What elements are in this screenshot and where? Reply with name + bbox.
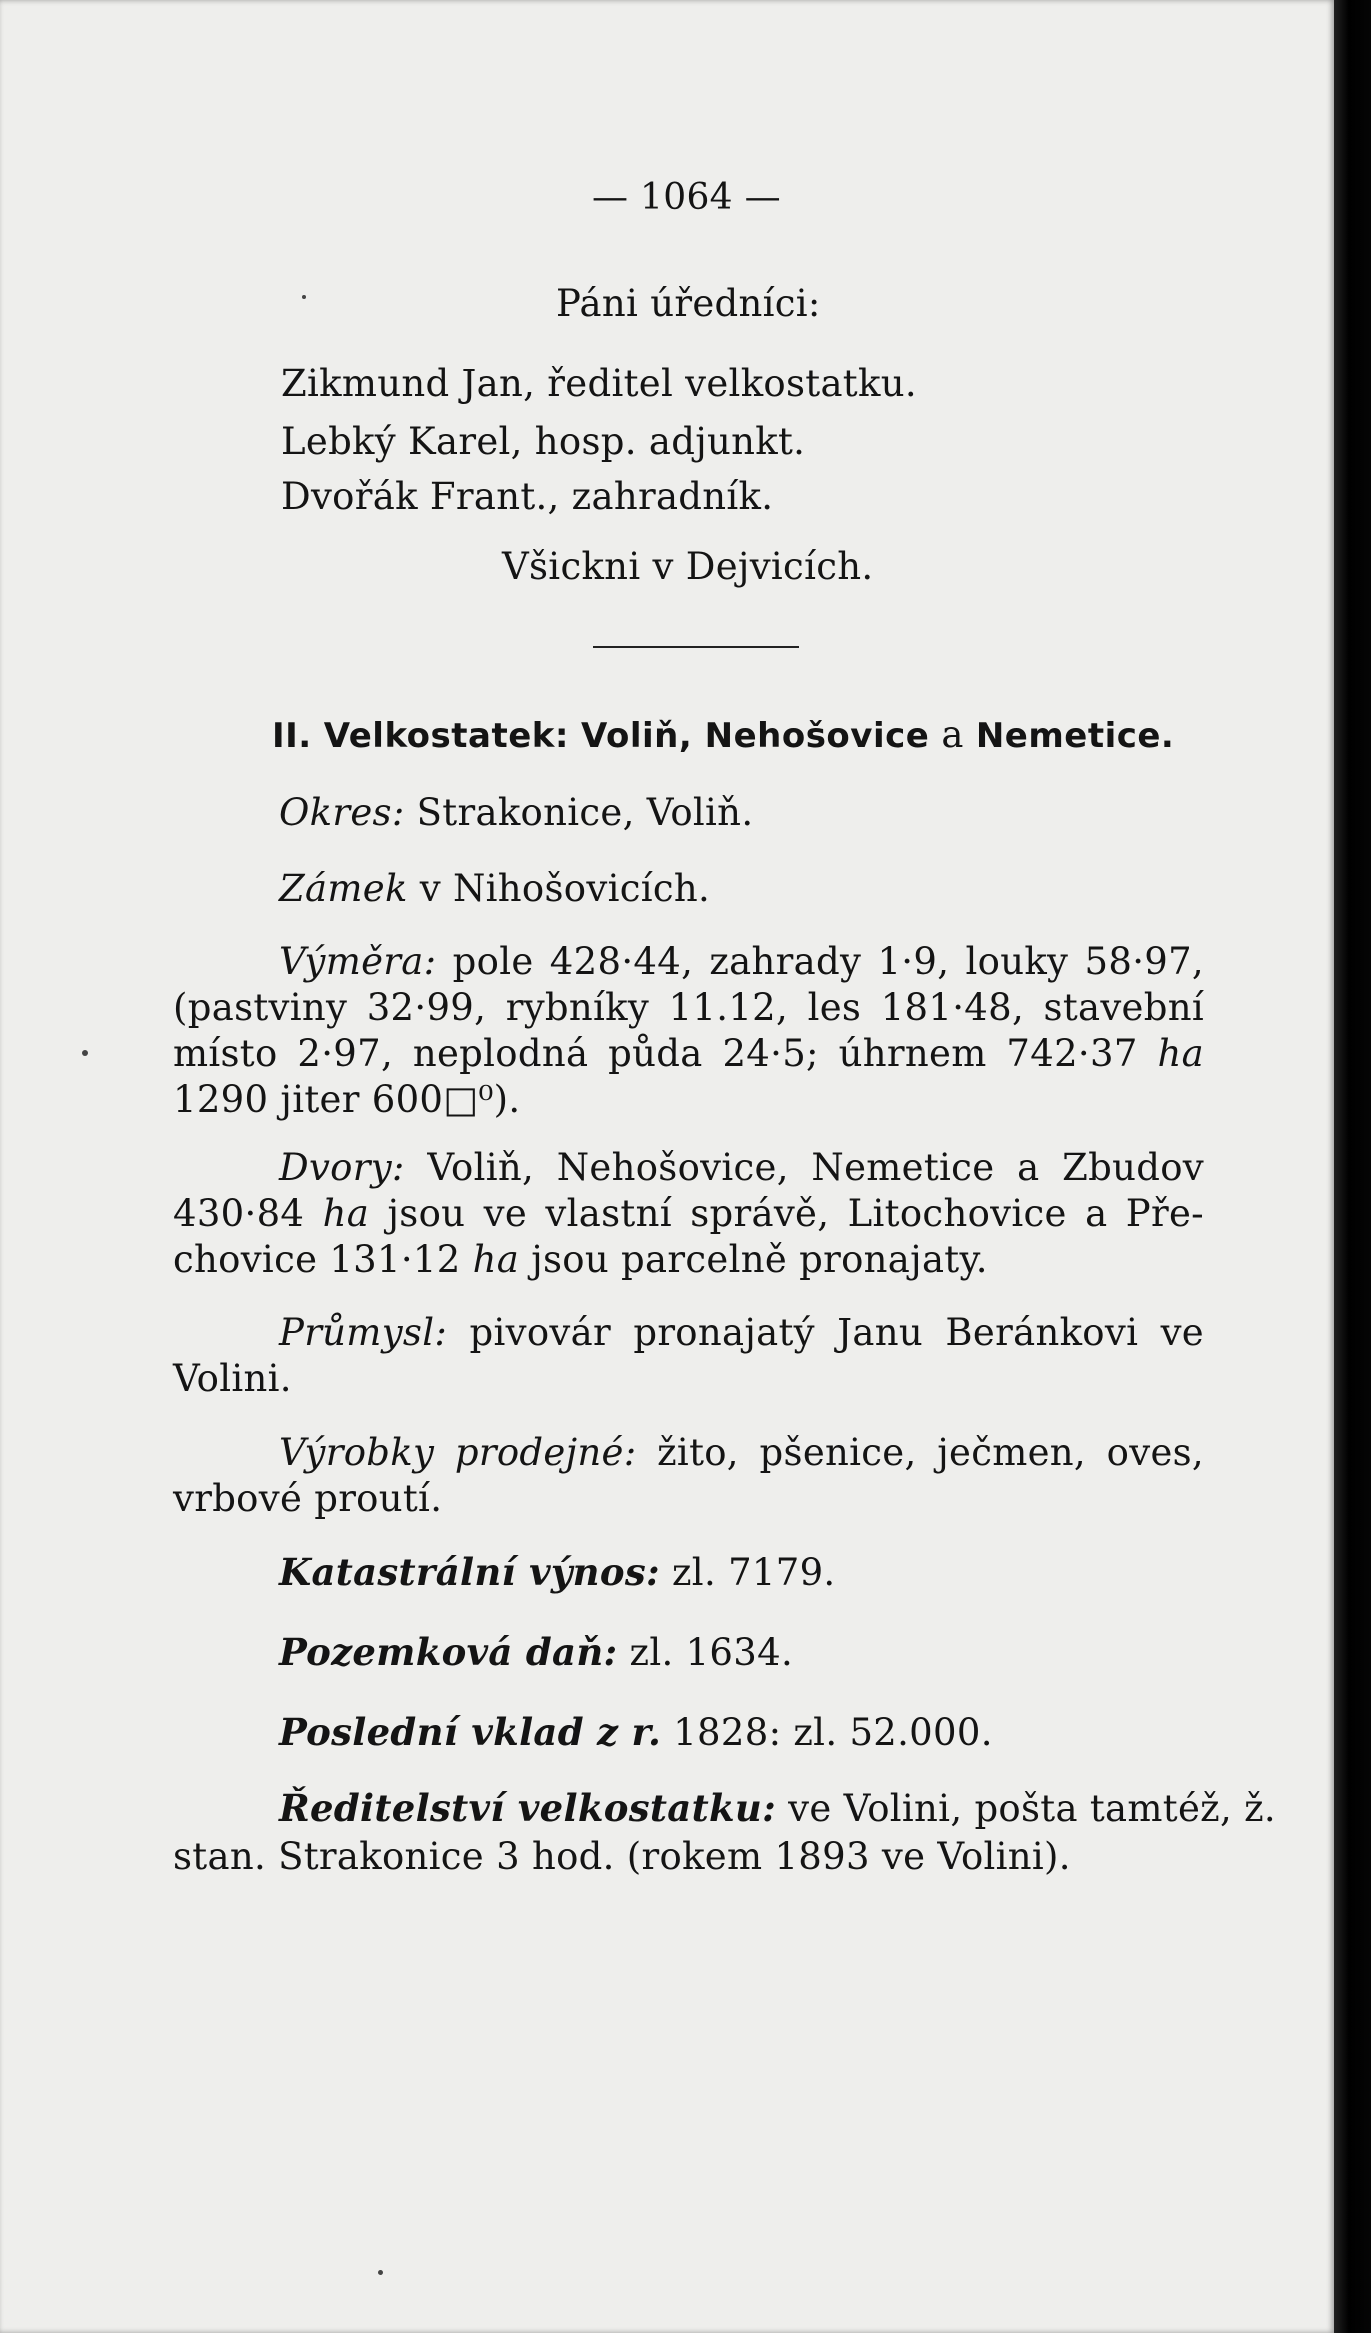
prumysl-line-2: Volini. — [173, 1357, 292, 1400]
reditelstvi-line-2: stan. Strakonice 3 hod. (rokem 1893 ve Volini). — [173, 1835, 1071, 1878]
katastr-value: zl. 7179. — [672, 1551, 836, 1594]
reditelstvi-text-1: ve Volini, pošta tamtéž, ž. — [788, 1787, 1276, 1830]
dvory-unit-2: ha — [322, 1192, 370, 1235]
dvory-line-1 — [279, 1146, 1204, 1189]
officials-heading: Páni úředníci: — [556, 282, 821, 325]
estate-number: II. — [272, 716, 312, 756]
vyrobky-label: Výrobky prodejné: — [279, 1431, 637, 1474]
dvory-label: Dvory: — [279, 1146, 405, 1189]
zamek-value: v Nihošovicích. — [419, 867, 711, 910]
zamek-line — [279, 867, 711, 910]
vymera-text-1: pole 428·44, zahrady 1·9, louky 58·97, — [452, 940, 1204, 983]
scan-speck — [302, 295, 306, 299]
vyrobky-line-2: vrbové proutí. — [173, 1477, 443, 1520]
dvory-unit-3: ha — [472, 1238, 520, 1281]
dvory-text-2b: jsou ve vlastní správě, Litochovice a Pře- — [387, 1192, 1204, 1235]
section-divider — [593, 646, 799, 648]
dvory-line-2 — [173, 1192, 1204, 1235]
vklad-value: 1828: zl. 52.000. — [673, 1711, 993, 1754]
vymera-label: Výměra: — [279, 940, 437, 983]
reditelstvi-label: Ředitelství velkostatku: — [279, 1786, 777, 1830]
katastr-line — [279, 1550, 836, 1594]
officials-location: Všickni v Dejvicích. — [502, 545, 874, 588]
dan-value: zl. 1634. — [629, 1631, 794, 1674]
official-line-3: Dvořák Frant., zahradník. — [281, 475, 774, 518]
reditelstvi-line-1 — [279, 1786, 1276, 1830]
page-number: — 1064 — — [592, 177, 781, 218]
okres-value: Strakonice, Voliň. — [416, 791, 754, 834]
dvory-text-3b: jsou parcelně pronajaty. — [531, 1238, 988, 1281]
dan-label: Pozemková daň: — [279, 1630, 618, 1674]
official-line-1: Zikmund Jan, ředitel velkostatku. — [281, 362, 917, 405]
vymera-line-4: 1290 jiter 600□⁰). — [173, 1078, 521, 1121]
estate-conjunction: a — [941, 713, 964, 756]
dvory-line-3 — [173, 1238, 988, 1281]
scan-speck — [82, 1050, 88, 1056]
dvory-text-1: Voliň, Nehošovice, Nemetice a Zbudov — [427, 1146, 1204, 1189]
vymera-line-1 — [279, 940, 1204, 983]
estate-label: Velkostatek: — [323, 716, 569, 756]
estate-name-a: Voliň, Nehošovice — [581, 716, 930, 756]
vymera-unit: ha — [1157, 1032, 1204, 1075]
dvory-text-3a: chovice 131·12 — [173, 1238, 461, 1281]
vymera-text-3: místo 2·97, neplodná půda 24·5; úhrnem 742·37 — [173, 1032, 1138, 1075]
scan-speck — [378, 2270, 383, 2275]
prumysl-line-1 — [279, 1311, 1204, 1354]
estate-name-b: Nemetice. — [975, 716, 1175, 756]
vklad-line — [279, 1710, 993, 1754]
scan-edge — [1334, 0, 1371, 2333]
dan-line — [279, 1630, 794, 1674]
official-line-2: Lebký Karel, hosp. adjunkt. — [281, 420, 806, 463]
estate-heading — [272, 713, 1175, 756]
vklad-label: Poslední vklad z r. — [279, 1710, 662, 1754]
vymera-line-3 — [173, 1032, 1204, 1075]
dvory-text-2a: 430·84 — [173, 1192, 305, 1235]
okres-line — [279, 791, 754, 834]
prumysl-text-1: pivovár pronajatý Janu Beránkovi ve — [469, 1311, 1204, 1354]
prumysl-label: Průmysl: — [279, 1311, 448, 1354]
zamek-label: Zámek — [279, 867, 408, 910]
okres-label: Okres: — [279, 791, 405, 834]
katastr-label: Katastrální výnos: — [279, 1550, 660, 1594]
vyrobky-line-1 — [279, 1431, 1204, 1474]
vyrobky-text-1: žito, pšenice, ječmen, oves, — [657, 1431, 1204, 1474]
vymera-line-2: (pastviny 32·99, rybníky 11.12, les 181·48, stavební — [173, 986, 1204, 1029]
